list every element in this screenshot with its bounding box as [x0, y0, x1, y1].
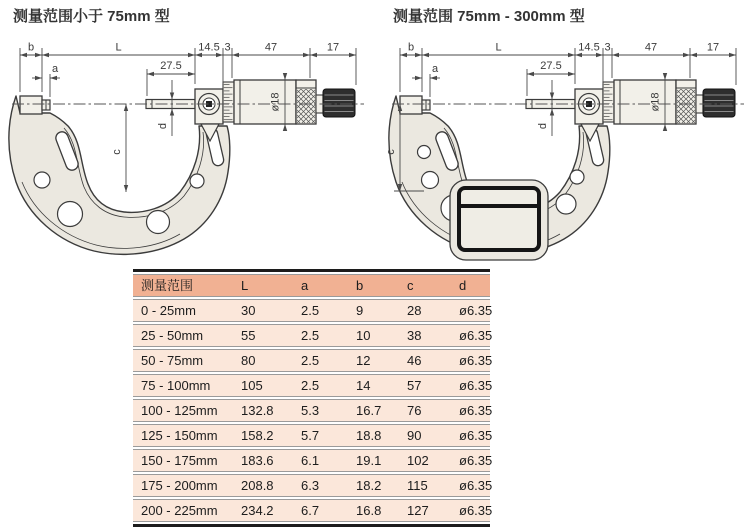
table-cell: 80	[237, 349, 297, 372]
table-cell: 105	[237, 374, 297, 397]
table-cell: 16.8	[352, 499, 403, 522]
table-cell: 183.6	[237, 449, 297, 472]
table-cell: 2.5	[297, 299, 352, 322]
table-cell: 46	[403, 349, 455, 372]
column-header: L	[237, 274, 297, 297]
svg-text:47: 47	[644, 41, 658, 54]
table-cell: 16.7	[352, 399, 403, 422]
table-cell: 2.5	[297, 324, 352, 347]
table-cell: 18.8	[352, 424, 403, 447]
table-cell: 100 - 125mm	[133, 399, 237, 422]
table-cell: ø6.35	[455, 499, 490, 522]
table-cell: ø6.35	[455, 474, 490, 497]
table-cell: 127	[403, 499, 455, 522]
table-row	[133, 399, 490, 422]
svg-text:c: c	[385, 149, 397, 155]
table-cell: 200 - 225mm	[133, 499, 237, 522]
column-header: d	[455, 274, 490, 297]
svg-text:14.5: 14.5	[578, 41, 600, 54]
table-cell: 6.1	[297, 449, 352, 472]
table-cell: 14	[352, 374, 403, 397]
micrometer-drawing-large-range	[386, 34, 752, 270]
table-row	[133, 424, 490, 447]
table-cell: 175 - 200mm	[133, 474, 237, 497]
svg-text:27.5: 27.5	[160, 60, 182, 72]
svg-text:3: 3	[604, 41, 611, 54]
svg-text:d: d	[537, 122, 549, 130]
table-cell: ø6.35	[455, 349, 490, 372]
header-row	[133, 274, 490, 297]
diagram-title-large-range: 测量范围 75mm - 300mm 型	[393, 8, 585, 25]
svg-text:17: 17	[326, 41, 340, 54]
table-cell: ø6.35	[455, 299, 490, 322]
table-cell: 2.5	[297, 374, 352, 397]
table-cell: 6.3	[297, 474, 352, 497]
micrometer-drawing-small-range	[6, 34, 372, 270]
column-header: c	[403, 274, 455, 297]
svg-text:3: 3	[224, 41, 231, 54]
table-cell: 25 - 50mm	[133, 324, 237, 347]
svg-text:a: a	[51, 63, 59, 75]
table-cell: 125 - 150mm	[133, 424, 237, 447]
table-row	[133, 474, 490, 497]
table-cell: 158.2	[237, 424, 297, 447]
table-row	[133, 449, 490, 472]
table-row	[133, 499, 490, 522]
table-cell: 9	[352, 299, 403, 322]
column-header: b	[352, 274, 403, 297]
table-cell: 12	[352, 349, 403, 372]
table-cell: ø6.35	[455, 449, 490, 472]
svg-text:c: c	[111, 149, 123, 155]
table-row	[133, 349, 490, 372]
table-cell: 19.1	[352, 449, 403, 472]
table-cell: 115	[403, 474, 455, 497]
table-cell: 30	[237, 299, 297, 322]
svg-text:b: b	[407, 41, 415, 54]
svg-text:ø18: ø18	[269, 92, 282, 112]
svg-text:17: 17	[706, 41, 720, 54]
svg-text:47: 47	[264, 41, 278, 54]
diagram-title-small-range: 测量范围小于 75mm 型	[13, 8, 170, 25]
svg-text:b: b	[27, 41, 35, 54]
table-row	[133, 299, 490, 322]
svg-text:14.5: 14.5	[198, 41, 220, 54]
svg-text:a: a	[431, 63, 439, 75]
table-cell: 18.2	[352, 474, 403, 497]
table-cell: 6.7	[297, 499, 352, 522]
table-cell: 57	[403, 374, 455, 397]
table-cell: 234.2	[237, 499, 297, 522]
svg-text:d: d	[157, 122, 169, 130]
spec-table-frame	[133, 269, 493, 527]
table-cell: 76	[403, 399, 455, 422]
table-cell: 28	[403, 299, 455, 322]
table-cell: 75 - 100mm	[133, 374, 237, 397]
table-cell: 208.8	[237, 474, 297, 497]
svg-text:ø18: ø18	[649, 92, 662, 112]
table-cell: 90	[403, 424, 455, 447]
table-cell: 2.5	[297, 349, 352, 372]
table-cell: 150 - 175mm	[133, 449, 237, 472]
table-cell: 5.3	[297, 399, 352, 422]
column-header: a	[297, 274, 352, 297]
svg-text:L: L	[115, 41, 122, 54]
table-cell: ø6.35	[455, 324, 490, 347]
spec-table-body	[133, 299, 493, 522]
table-cell: 102	[403, 449, 455, 472]
table-cell: 0 - 25mm	[133, 299, 237, 322]
table-cell: 50 - 75mm	[133, 349, 237, 372]
table-cell: ø6.35	[455, 424, 490, 447]
table-cell: 38	[403, 324, 455, 347]
spec-table	[133, 272, 493, 524]
svg-text:27.5: 27.5	[540, 60, 562, 72]
table-cell: 55	[237, 324, 297, 347]
spec-table-head	[133, 274, 490, 297]
table-cell: 5.7	[297, 424, 352, 447]
table-cell: ø6.35	[455, 399, 490, 422]
column-header: 测量范围	[133, 274, 237, 297]
table-cell: 132.8	[237, 399, 297, 422]
table-cell: 10	[352, 324, 403, 347]
table-row	[133, 324, 490, 347]
svg-text:L: L	[495, 41, 502, 54]
table-row	[133, 374, 490, 397]
table-cell: ø6.35	[455, 374, 490, 397]
